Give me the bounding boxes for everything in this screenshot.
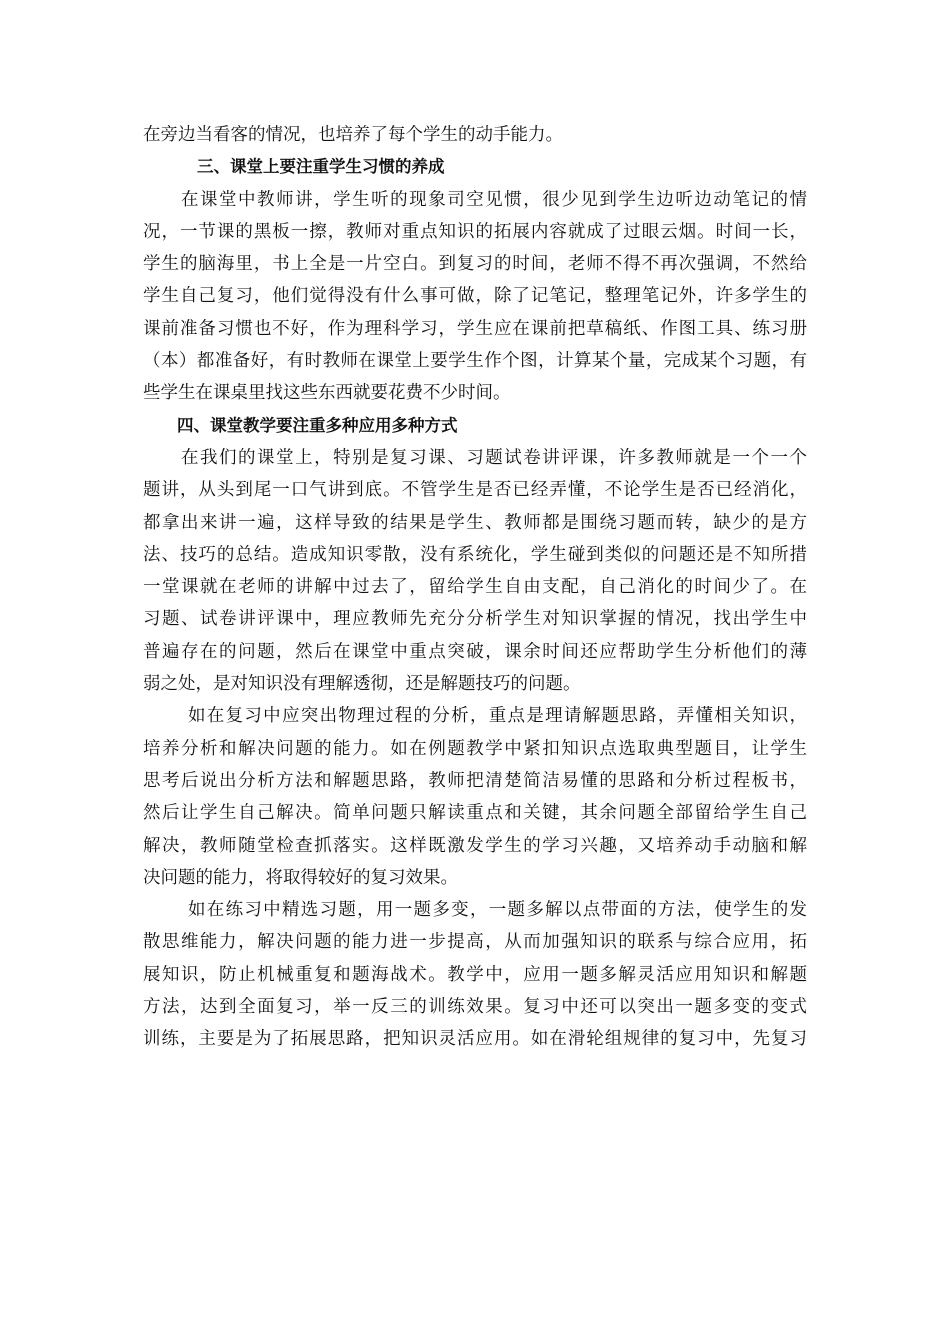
body-text-line: 展知识，防止机械重复和题海战术。教学中，应用一题多解灵活应用知识和解题 [143, 964, 807, 985]
body-text-line: 法、技巧的总结。造成知识零散，没有系统化，学生碰到类似的问题还是不知所措 [143, 544, 807, 565]
body-text-line: 在课堂中教师讲，学生听的现象司空见惯，很少见到学生边听边动笔记的情 [181, 189, 807, 210]
body-text-line: 都拿出来讲一遍，这样导致的结果是学生、教师都是围绕习题而转，缺少的是方 [143, 512, 807, 533]
section-heading: 四、课堂教学要注重多种应用多种方式 [177, 415, 458, 435]
body-text-line: 弱之处，是对知识没有理解透彻，还是解题技巧的问题。 [143, 674, 581, 695]
body-text-line: 题讲，从头到尾一口气讲到底。不管学生是否已经弄懂，不论学生是否已经消化， [143, 480, 807, 501]
body-text-line: 方法，达到全面复习，举一反三的训练效果。复习中还可以突出一题多变的变式 [143, 997, 807, 1018]
body-text-line: 然后让学生自己解决。简单问题只解读重点和关键，其余问题全部留给学生自己 [143, 803, 807, 824]
document-page [143, 119, 807, 1056]
body-text-line: 学生自己复习，他们觉得没有什么事可做，除了记笔记，整理笔记外，许多学生的 [143, 286, 807, 307]
body-text-line: （本）都准备好，有时教师在课堂上要学生作个图，计算某个量，完成某个习题，有 [143, 351, 807, 372]
body-text-line: 解决，教师随堂检查抓落实。这样既激发学生的学习兴趣，又培养动手动脑和解 [143, 835, 807, 856]
body-text-line: 普遍存在的问题，然后在课堂中重点突破，课余时间还应帮助学生分析他们的薄 [143, 641, 807, 662]
body-text-line: 况，一节课的黑板一擦，教师对重点知识的拓展内容就成了过眼云烟。时间一长， [143, 221, 807, 242]
body-text-line: 培养分析和解决问题的能力。如在例题教学中紧扣知识点选取典型题目，让学生 [143, 738, 807, 759]
body-text-line: 些学生在课桌里找这些东西就要花费不少时间。 [143, 383, 511, 404]
body-text-line: 训练，主要是为了拓展思路，把知识灵活应用。如在滑轮组规律的复习中，先复习 [143, 1029, 807, 1050]
body-text-line: 习题、试卷讲评课中，理应教师先充分分析学生对知识掌握的情况，找出学生中 [143, 609, 807, 630]
body-text-line: 决问题的能力，将取得较好的复习效果。 [143, 867, 458, 888]
body-text-line: 一堂课就在老师的讲解中过去了，留给学生自由支配，自己消化的时间少了。在 [143, 577, 807, 598]
body-text-line: 课前准备习惯也不好，作为理科学习，学生应在课前把草稿纸、作图工具、练习册 [143, 318, 807, 339]
body-text-line: 在我们的课堂上，特别是复习课、习题试卷讲评课，许多教师就是一个一个 [181, 447, 807, 468]
body-text-line: 思考后说出分析方法和解题思路，教师把清楚简洁易懂的思路和分析过程板书， [143, 770, 807, 791]
body-text-line: 学生的脑海里，书上全是一片空白。到复习的时间，老师不得不再次强调，不然给 [143, 254, 807, 275]
section-heading: 三、课堂上要注重学生习惯的养成 [197, 157, 445, 177]
body-text-line: 散思维能力，解决问题的能力进一步提高，从而加强知识的联系与综合应用，拓 [143, 932, 807, 953]
body-text-line: 在旁边当看客的情况，也培养了每个学生的动手能力。 [143, 125, 563, 145]
body-text-line: 如在练习中精选习题，用一题多变，一题多解以点带面的方法，使学生的发 [188, 900, 807, 921]
body-text-line: 如在复习中应突出物理过程的分析，重点是理请解题思路，弄懂相关知识， [188, 706, 807, 727]
